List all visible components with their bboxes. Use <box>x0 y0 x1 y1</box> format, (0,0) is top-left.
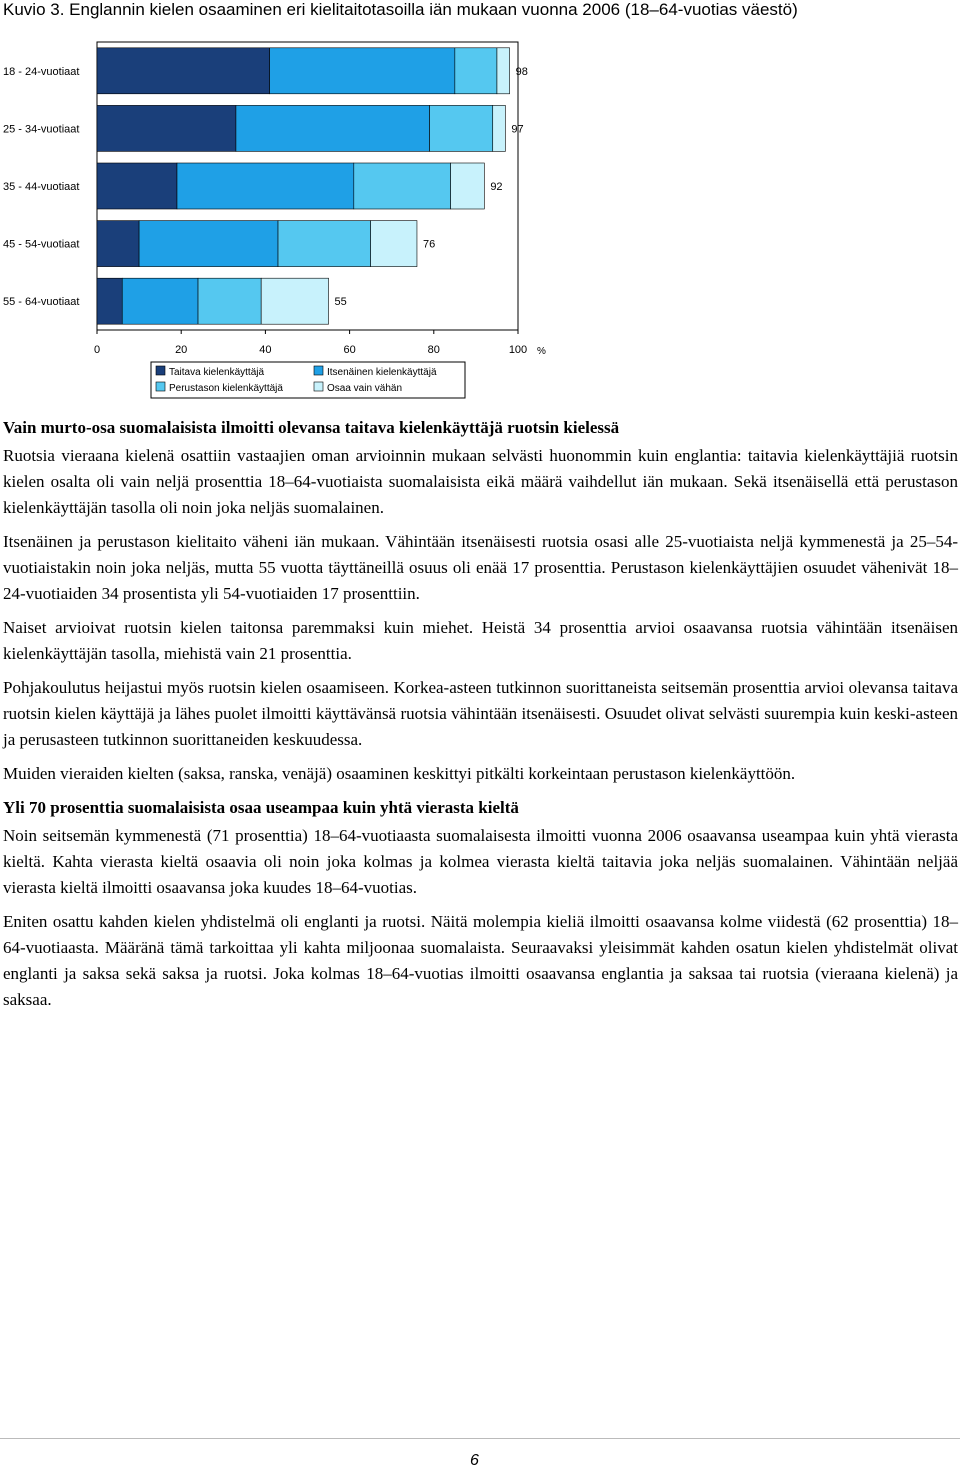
bar-segment <box>371 221 417 267</box>
category-label: 25 - 34-vuotiaat <box>3 123 80 136</box>
bar-segment <box>270 48 455 94</box>
data-label: 97 <box>511 123 524 136</box>
bar-segment <box>198 278 261 324</box>
stacked-bar-chart <box>0 40 560 405</box>
bar-segment <box>497 48 510 94</box>
bar-segment <box>493 105 506 151</box>
data-label: 55 <box>334 296 347 309</box>
category-label: 55 - 64-vuotiaat <box>3 296 80 309</box>
bar-segment <box>278 221 371 267</box>
paragraph: Pohjakoulutus heijastui myös ruotsin kielen osaamiseen. Korkea-asteen tutkinnon suorittaneista seitsemän prosenttia arvioi olevansa taitava ruotsin kielen käyttäjä ja lähes puolet ilmoitti käyttävänsä ruotsia vähintään itsenäisesti. Osuudet olivat selvästi suurempia kuin keski-asteen ja perusasteen tutkinnon suorittaneiden keskuudessa. <box>3 678 958 749</box>
paragraph: Naiset arvioivat ruotsin kielen taitonsa paremmaksi kuin miehet. Heistä 34 prosenttia arvioi osaavansa ruotsia vähintään itsenäisen kielenkäyttäjän tasolla, miehistä vain 21 prosenttia. <box>3 618 958 663</box>
x-unit-label: % <box>537 346 546 357</box>
bar-segment <box>97 221 139 267</box>
page-number: 6 <box>470 1452 479 1469</box>
bar-segment <box>261 278 328 324</box>
figure-caption: Kuvio 3. Englannin kielen osaaminen eri kielitaitotasoilla iän mukaan vuonna 2006 (18–64-vuotias väestö) <box>3 0 798 19</box>
legend-swatch <box>314 366 323 375</box>
category-label: 18 - 24-vuotiaat <box>3 65 80 78</box>
x-tick-label: 80 <box>427 344 440 356</box>
legend-label: Osaa vain vähän <box>327 383 403 394</box>
bar-segment <box>122 278 198 324</box>
bar-segment <box>354 163 451 209</box>
data-label: 76 <box>422 238 436 251</box>
legend-label: Perustason kielenkäyttäjä <box>169 383 283 394</box>
x-tick-label: 40 <box>259 344 272 356</box>
data-label: 98 <box>515 65 528 78</box>
section <box>3 795 958 1013</box>
bar-segment <box>430 105 493 151</box>
category-label: 45 - 54-vuotiaat <box>3 238 80 251</box>
x-tick-label: 20 <box>175 344 188 356</box>
article-body <box>3 415 958 1021</box>
footer-divider <box>0 1438 960 1439</box>
legend-label: Itsenäinen kielenkäyttäjä <box>327 367 437 378</box>
data-label: 92 <box>490 181 503 193</box>
bar-segment <box>97 163 177 209</box>
section-heading: Yli 70 prosenttia suomalaisista osaa useampaa kuin yhtä vierasta kieltä <box>3 798 519 817</box>
paragraph: Noin seitsemän kymmenestä (71 prosenttia) 18–64-vuotiaasta suomalaisesta ilmoitti vuonna 2006 osaavansa useampaa kuin yhtä vierasta kieltä. Kahta vierasta kieltä osaavia oli noin joka kolmas ja kolmea vierasta kieltä taitavia joka neljäs suomalainen. Vähintään neljää vierasta kieltä ilmoitti osaavansa joka kuudes 18–64-vuotias. <box>3 826 958 897</box>
bar-segment <box>451 163 485 209</box>
paragraph: Itsenäinen ja perustason kielitaito väheni iän mukaan. Vähintään itsenäisesti ruotsia osasi alle 25-vuotiaista neljä kymmenestä ja 25–54-vuotiaistakin noin joka neljäs, mutta 55 vuotta täyttäneillä osuus oli enää 17 prosenttia. Perustason kielenkäyttäjien osuudet vähenivät 18–24-vuotiaiden 34 prosentista yli 54-vuotiaiden 17 prosenttiin. <box>3 532 958 603</box>
bar-segment <box>177 163 354 209</box>
x-tick-label: 100 <box>508 344 528 356</box>
section-heading: Vain murto-osa suomalaisista ilmoitti olevansa taitava kielenkäyttäjä ruotsin kielessä <box>3 418 620 437</box>
bar-segment <box>97 48 270 94</box>
bar-segment <box>139 221 278 267</box>
category-label: 35 - 44-vuotiaat <box>3 181 80 193</box>
legend-swatch <box>314 382 323 391</box>
bar-segment <box>97 278 122 324</box>
bar-segment <box>236 105 430 151</box>
legend-swatch <box>156 382 165 391</box>
legend-label: Taitava kielenkäyttäjä <box>169 367 265 378</box>
paragraph: Eniten osattu kahden kielen yhdistelmä oli englanti ja ruotsi. Näitä molempia kieliä ilmoitti osaavansa kolme viidestä (62 prosenttia) 18–64-vuotiaasta. Määränä tämä tarkoittaa yli kahta miljoonaa suomalaista. Seuraavaksi yleisimmät kahden osatun kielen yhdistelmät olivat englanti ja saksa sekä saksa ja ruotsi. Joka kolmas 18–64-vuotias ilmoitti osaavansa englantia ja saksaa tai ruotsia (vieraana kielenä) ja saksaa. <box>3 912 958 1009</box>
legend-swatch <box>156 366 165 375</box>
x-tick-label: 0 <box>93 344 101 356</box>
section <box>3 415 958 787</box>
paragraph: Muiden vieraiden kielten (saksa, ranska, venäjä) osaaminen keskittyi pitkälti korkeintaan perustason kielenkäyttöön. <box>3 764 796 783</box>
bar-segment <box>97 105 236 151</box>
paragraph: Ruotsia vieraana kielenä osattiin vastaajien oman arvioinnin mukaan selvästi huonommin kuin englantia: taitavia kielenkäyttäjiä ruotsin kielen osalta oli vain neljä prosenttia 18–64-vuotiaista suomalaisista eikä määrä vaihdellut iän mukaan. Sekä itsenäisellä että perustason kielenkäyttäjän tasolla oli noin joka neljäs suomalainen. <box>3 446 958 517</box>
bar-segment <box>455 48 497 94</box>
x-tick-label: 60 <box>343 344 356 356</box>
